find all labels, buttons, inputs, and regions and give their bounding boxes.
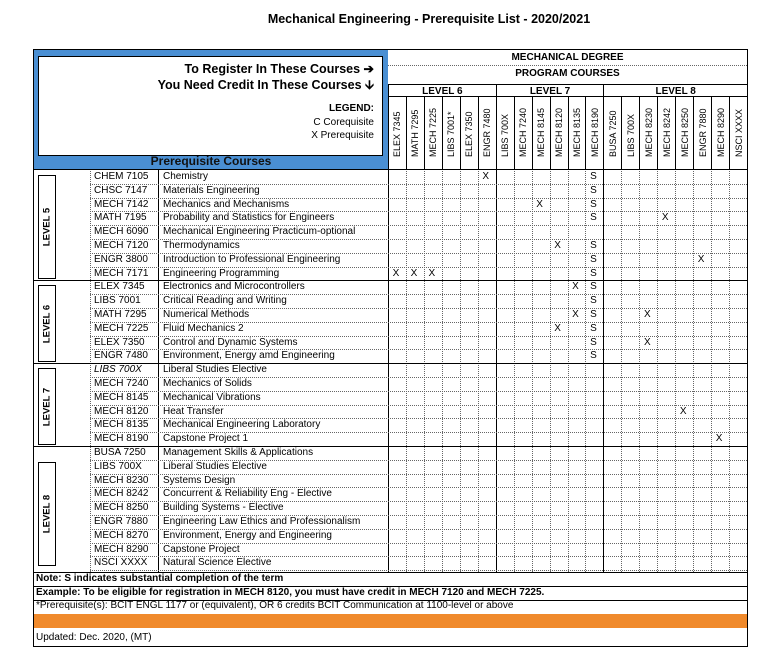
substantial-mark: S <box>590 184 597 196</box>
course-code: LIBS 7001 <box>94 295 141 307</box>
substantial-mark: S <box>590 267 597 279</box>
course-name: Heat Transfer <box>163 405 224 417</box>
prerequisite-mark: X <box>715 433 723 445</box>
course-name: Mechanical Engineering Practicum-optional <box>163 226 356 238</box>
course-code: MECH 8120 <box>94 405 149 417</box>
course-code: MECH 8190 <box>94 433 149 445</box>
prerequisite-mark: X <box>697 253 705 265</box>
column-header-label: MECH 8242 <box>661 107 672 157</box>
table-row <box>34 239 747 253</box>
course-code: CHEM 7105 <box>94 171 149 182</box>
updated-date: Updated: Dec. 2020, (MT) <box>36 632 152 643</box>
course-name: Capstone Project <box>163 543 240 555</box>
course-name: Mechanics and Mechanisms <box>163 198 290 210</box>
table-row <box>34 501 747 515</box>
table-row <box>34 432 747 446</box>
table-row <box>34 529 747 543</box>
legend-corequisite: C Corequisite <box>313 117 374 128</box>
level-header-8: LEVEL 8 <box>603 84 747 97</box>
table-row <box>34 349 747 363</box>
course-name: Environment, Energy amd Engineering <box>163 350 335 362</box>
column-header <box>675 97 693 169</box>
column-header <box>460 97 478 169</box>
prerequisite-mark: X <box>572 281 579 293</box>
degree-header: MECHANICAL DEGREE <box>511 52 624 63</box>
table-row <box>34 211 747 225</box>
course-name: Liberal Studies Elective <box>163 364 267 376</box>
course-name: Concurrent & Reliability Eng - Elective <box>163 488 332 500</box>
course-name: Mechanics of Solids <box>163 378 252 389</box>
course-name: Numerical Methods <box>163 309 250 320</box>
table-row <box>34 391 747 405</box>
course-code: MECH 8290 <box>94 543 149 555</box>
course-name: Environment, Energy and Engineering <box>163 529 332 541</box>
course-code: ENGR 7880 <box>94 516 148 527</box>
table-row <box>34 487 747 501</box>
course-name: Capstone Project 1 <box>163 433 249 445</box>
column-header-label: MATH 7295 <box>410 109 421 157</box>
column-header <box>496 97 514 169</box>
table-row <box>34 446 747 460</box>
course-name: Liberal Studies Elective <box>163 460 267 472</box>
table-row <box>34 280 747 294</box>
note-example: Example: To be eligible for registration in MECH 8120, you must have credit in MECH 7120 and MECH 7225. <box>36 587 545 598</box>
register-instruction: To Register In These Courses ➔ <box>184 62 374 76</box>
column-header-label: LIBS 7001* <box>446 111 457 157</box>
course-name: Systems Design <box>163 474 236 486</box>
footer-orange-bar <box>34 614 747 628</box>
course-code: ENGR 3800 <box>94 253 148 265</box>
level-5-label: LEVEL 5 <box>38 175 56 279</box>
level-header-7: LEVEL 7 <box>496 84 604 97</box>
table-row <box>34 543 747 557</box>
table-row <box>34 556 747 570</box>
level-6-label: LEVEL 6 <box>38 285 56 362</box>
substantial-mark: S <box>590 295 597 307</box>
table-row <box>34 363 747 377</box>
note-s: Note: S indicates substantial completion of the term <box>36 573 284 584</box>
prerequisite-mark: X <box>643 336 651 348</box>
table-row <box>34 405 747 419</box>
prerequisite-mark: X <box>661 212 669 224</box>
column-header <box>514 97 532 169</box>
course-name: Electronics and Microcontrollers <box>163 281 305 293</box>
note-prerequisite: *Prerequisite(s): BCIT ENGL 1177 or (equivalent), OR 6 credits BCIT Communication at 1100-level or above <box>36 600 514 611</box>
table-row <box>34 253 747 267</box>
column-header <box>639 97 657 169</box>
course-code: LIBS 700X <box>94 460 142 472</box>
course-code: NSCI XXXX <box>94 557 148 569</box>
prerequisite-mark: X <box>482 171 490 182</box>
header-divider <box>388 65 747 66</box>
prerequisite-mark: X <box>572 309 579 320</box>
substantial-mark: S <box>590 336 597 348</box>
column-header-label: BUSA 7250 <box>607 110 618 157</box>
column-header-label: MECH 8145 <box>536 107 547 157</box>
table-row <box>34 225 747 239</box>
substantial-mark: S <box>590 253 597 265</box>
table-row <box>34 170 747 184</box>
grid-line <box>747 169 748 572</box>
table-row <box>34 377 747 391</box>
column-header <box>603 97 621 169</box>
prerequisite-mark: X <box>410 267 418 279</box>
course-name: Building Systems - Elective <box>163 502 284 514</box>
table-row <box>34 198 747 212</box>
course-code: MECH 8250 <box>94 502 149 514</box>
column-header <box>568 97 586 169</box>
substantial-mark: S <box>590 350 597 362</box>
column-header <box>424 97 442 169</box>
column-header <box>442 97 460 169</box>
prerequisite-mark: X <box>392 267 400 279</box>
course-name: Chemistry <box>163 171 209 182</box>
instruction-box <box>38 56 383 156</box>
column-header-label: MECH 8250 <box>679 107 690 157</box>
column-header-label: LIBS 700X <box>500 113 511 157</box>
course-code: ELEX 7350 <box>94 336 145 348</box>
course-name: Engineering Law Ethics and Professionalism <box>163 516 361 527</box>
legend-title: LEGEND: <box>329 103 374 114</box>
course-code: MECH 7142 <box>94 198 149 210</box>
level-header-6: LEVEL 6 <box>388 84 496 97</box>
course-code: BUSA 7250 <box>94 447 146 458</box>
course-code: MECH 8135 <box>94 419 149 431</box>
column-header-label: ELEX 7350 <box>464 111 475 157</box>
column-header-label: LIBS 700X <box>625 113 636 157</box>
prerequisite-mark: X <box>428 267 436 279</box>
column-header-label: MECH 8230 <box>643 107 654 157</box>
course-name: Fluid Mechanics 2 <box>163 322 244 334</box>
course-name: Introduction to Professional Engineering <box>163 253 341 265</box>
column-header-label: MECH 7225 <box>428 107 439 157</box>
prerequisite-mark: X <box>679 405 687 417</box>
column-header <box>729 97 747 169</box>
course-code: ENGR 7480 <box>94 350 148 362</box>
prerequisite-mark: X <box>643 309 651 320</box>
course-name: Management Skills & Applications <box>163 447 314 458</box>
prerequisite-mark: X <box>536 198 543 210</box>
column-header <box>406 97 424 169</box>
course-name: Natural Science Elective <box>163 557 272 569</box>
column-header <box>657 97 675 169</box>
legend-prerequisite: X Prerequisite <box>311 130 374 141</box>
column-header-label: NSCI XXXX <box>733 108 744 157</box>
course-code: LIBS 700X <box>94 364 142 376</box>
table-row <box>34 294 747 308</box>
column-header-label: MECH 8120 <box>554 107 565 157</box>
course-code: MECH 6090 <box>94 226 149 238</box>
course-name: Materials Engineering <box>163 184 260 196</box>
prerequisite-mark: X <box>554 322 561 334</box>
column-header-label: MECH 7240 <box>518 107 529 157</box>
table-row <box>34 308 747 322</box>
table-row <box>34 322 747 336</box>
column-header <box>585 97 603 169</box>
course-code: MECH 8145 <box>94 391 149 403</box>
column-header <box>550 97 568 169</box>
course-code: MECH 7225 <box>94 322 149 334</box>
column-header <box>621 97 639 169</box>
prerequisite-mark: X <box>554 240 561 251</box>
column-header <box>388 97 406 169</box>
level-7-label: LEVEL 7 <box>38 368 56 445</box>
column-header-label: ELEX 7345 <box>392 111 403 157</box>
course-code: MECH 8242 <box>94 488 149 500</box>
course-name: Critical Reading and Writing <box>163 295 287 307</box>
substantial-mark: S <box>590 212 597 224</box>
course-code: MECH 8270 <box>94 529 149 541</box>
substantial-mark: S <box>590 309 597 320</box>
course-code: MATH 7295 <box>94 309 147 320</box>
course-code: MATH 7195 <box>94 212 147 224</box>
course-name: Engineering Programming <box>163 267 280 279</box>
table-row <box>34 418 747 432</box>
substantial-mark: S <box>590 281 597 293</box>
course-code: MECH 8230 <box>94 474 149 486</box>
table-row <box>34 515 747 529</box>
substantial-mark: S <box>590 322 597 334</box>
prerequisite-courses-title: Prerequisite Courses <box>150 154 272 168</box>
table-row <box>34 267 747 281</box>
course-code: ELEX 7345 <box>94 281 145 293</box>
course-name: Thermodynamics <box>163 240 240 251</box>
column-header <box>711 97 729 169</box>
course-name: Control and Dynamic Systems <box>163 336 298 348</box>
column-header <box>693 97 711 169</box>
credit-instruction: You Need Credit In These Courses 🡫 <box>157 78 374 92</box>
column-header <box>478 97 496 169</box>
page-title: Mechanical Engineering - Prerequisite List - 2020/2021 <box>267 12 591 26</box>
course-code: MECH 7171 <box>94 267 149 279</box>
course-name: Probability and Statistics for Engineers <box>163 212 335 224</box>
substantial-mark: S <box>590 171 597 182</box>
substantial-mark: S <box>590 198 597 210</box>
column-header-label: MECH 8290 <box>715 107 726 157</box>
column-header-label: MECH 8190 <box>589 107 600 157</box>
table-row <box>34 184 747 198</box>
course-name: Mechanical Engineering Laboratory <box>163 419 321 431</box>
column-header-label: ENGR 7480 <box>482 108 493 157</box>
program-courses-header: PROGRAM COURSES <box>515 68 620 79</box>
course-code: MECH 7240 <box>94 378 149 389</box>
table-row <box>34 460 747 474</box>
table-row <box>34 474 747 488</box>
column-header-label: ENGR 7880 <box>697 108 708 157</box>
course-name: Mechanical Vibrations <box>163 391 261 403</box>
substantial-mark: S <box>590 240 597 251</box>
level-8-label: LEVEL 8 <box>38 462 56 566</box>
column-header <box>532 97 550 169</box>
column-header-label: MECH 8135 <box>571 107 582 157</box>
table-row <box>34 336 747 350</box>
course-code: MECH 7120 <box>94 240 149 251</box>
course-code: CHSC 7147 <box>94 184 148 196</box>
